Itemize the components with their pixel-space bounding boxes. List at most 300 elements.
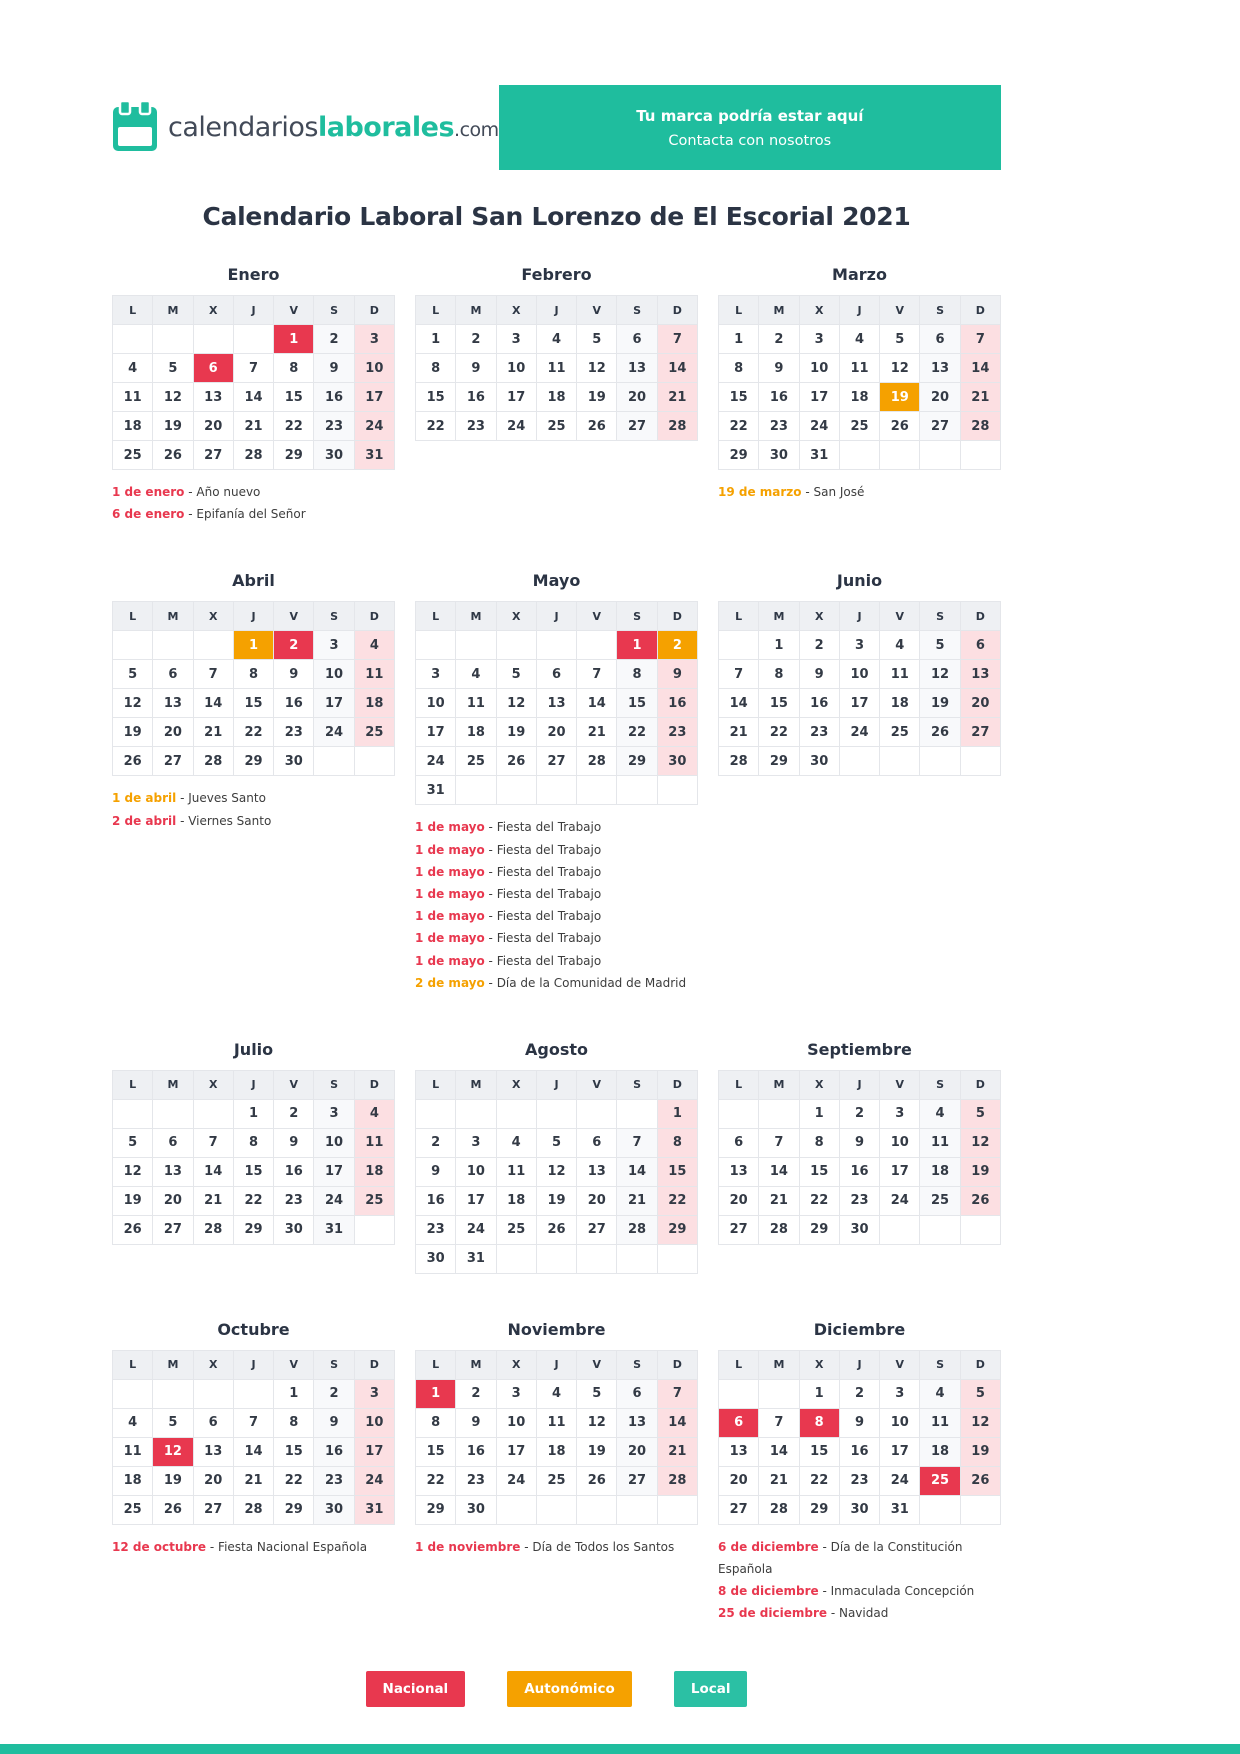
month-calendar xyxy=(718,1350,1001,1525)
day-cell xyxy=(617,776,657,805)
day-cell: 12 xyxy=(577,1408,617,1437)
day-cell xyxy=(880,441,920,470)
day-cell xyxy=(113,631,153,660)
month-mayo xyxy=(415,571,698,994)
holiday-note xyxy=(112,787,395,809)
day-cell: 9 xyxy=(314,354,354,383)
day-cell: 10 xyxy=(314,660,354,689)
weekday-header: S xyxy=(314,1350,354,1379)
day-cell: 16 xyxy=(416,1186,456,1215)
weekday-header: V xyxy=(880,1350,920,1379)
day-cell: 22 xyxy=(759,718,799,747)
day-cell: 31 xyxy=(456,1244,496,1273)
day-cell: 16 xyxy=(839,1437,879,1466)
day-cell: 22 xyxy=(799,1186,839,1215)
contact-link[interactable]: Contacta con nosotros xyxy=(668,132,832,149)
day-cell: 20 xyxy=(577,1186,617,1215)
month-septiembre xyxy=(718,1040,1001,1274)
day-cell: 22 xyxy=(657,1186,697,1215)
weekday-header: D xyxy=(354,296,394,325)
day-cell: 8 xyxy=(416,354,456,383)
day-cell xyxy=(880,1215,920,1244)
day-cell: 26 xyxy=(536,1215,576,1244)
day-cell xyxy=(617,1099,657,1128)
site-logo[interactable] xyxy=(112,85,499,170)
holiday-note-date: 1 de mayo xyxy=(415,820,485,835)
day-cell: 24 xyxy=(314,718,354,747)
weekday-header: L xyxy=(113,296,153,325)
holiday-note xyxy=(718,1602,1001,1624)
weekday-header: J xyxy=(233,602,273,631)
month-febrero xyxy=(415,265,698,525)
day-cell: 21 xyxy=(759,1466,799,1495)
day-cell: 15 xyxy=(274,383,314,412)
day-cell xyxy=(456,776,496,805)
day-cell: 10 xyxy=(496,354,536,383)
weekday-header: D xyxy=(354,602,394,631)
day-cell: 4 xyxy=(880,631,920,660)
day-cell: 18 xyxy=(536,1437,576,1466)
day-cell: 20 xyxy=(193,1466,233,1495)
day-cell: 10 xyxy=(496,1408,536,1437)
day-cell: 19 xyxy=(153,412,193,441)
day-cell: 9 xyxy=(759,354,799,383)
day-cell xyxy=(153,325,193,354)
day-cell xyxy=(960,1495,1000,1524)
month-title: Julio xyxy=(233,1039,274,1059)
holiday-note-label: - Fiesta del Trabajo xyxy=(484,820,602,835)
day-cell: 21 xyxy=(719,718,759,747)
day-cell: 27 xyxy=(617,412,657,441)
weekday-header: L xyxy=(416,1070,456,1099)
day-cell xyxy=(536,1495,576,1524)
weekday-header: X xyxy=(496,1070,536,1099)
day-cell: 29 xyxy=(274,1495,314,1524)
day-cell: 19 xyxy=(153,1466,193,1495)
day-cell: 21 xyxy=(233,1466,273,1495)
day-cell: 9 xyxy=(456,354,496,383)
day-cell: 19 xyxy=(577,1437,617,1466)
day-cell: 6 xyxy=(719,1128,759,1157)
day-cell: 26 xyxy=(577,412,617,441)
day-cell: 17 xyxy=(456,1186,496,1215)
weekday-header: V xyxy=(577,296,617,325)
day-cell xyxy=(759,1099,799,1128)
day-cell xyxy=(536,776,576,805)
holiday-note-date: 1 de abril xyxy=(112,791,177,806)
day-cell: 7 xyxy=(233,354,273,383)
holiday-note xyxy=(415,816,698,838)
day-cell: 2 xyxy=(839,1379,879,1408)
day-cell: 5 xyxy=(577,1379,617,1408)
month-calendar xyxy=(718,295,1001,470)
day-cell: 10 xyxy=(354,354,394,383)
weekday-header: S xyxy=(617,602,657,631)
weekday-header: X xyxy=(799,602,839,631)
day-cell: 17 xyxy=(496,383,536,412)
day-cell: 25 xyxy=(354,718,394,747)
day-cell: 16 xyxy=(456,1437,496,1466)
day-cell: 30 xyxy=(799,747,839,776)
day-cell: 25 xyxy=(880,718,920,747)
day-cell: 20 xyxy=(719,1186,759,1215)
weekday-header: L xyxy=(719,296,759,325)
day-cell: 23 xyxy=(416,1215,456,1244)
day-cell xyxy=(496,1099,536,1128)
day-cell xyxy=(839,441,879,470)
day-cell: 7 xyxy=(233,1408,273,1437)
day-cell: 16 xyxy=(274,1157,314,1186)
day-cell: 26 xyxy=(496,747,536,776)
day-cell: 4 xyxy=(920,1379,960,1408)
day-cell: 20 xyxy=(153,718,193,747)
weekday-header: M xyxy=(759,1070,799,1099)
weekday-header: S xyxy=(920,296,960,325)
holiday-note-label: - Epifanía del Señor xyxy=(184,507,306,522)
weekday-header: V xyxy=(880,296,920,325)
day-cell: 30 xyxy=(759,441,799,470)
day-cell: 29 xyxy=(617,747,657,776)
day-cell xyxy=(314,747,354,776)
day-cell xyxy=(193,325,233,354)
month-calendar xyxy=(415,601,698,805)
day-cell: 3 xyxy=(456,1128,496,1157)
day-cell: 8 xyxy=(233,660,273,689)
day-cell xyxy=(354,1215,394,1244)
month-calendar xyxy=(415,1350,698,1525)
day-cell: 20 xyxy=(719,1466,759,1495)
day-cell: 27 xyxy=(193,1495,233,1524)
holiday-note-date: 6 de diciembre xyxy=(718,1539,819,1554)
day-cell: 1 xyxy=(233,631,273,660)
day-cell: 5 xyxy=(960,1099,1000,1128)
weekday-header: J xyxy=(536,1070,576,1099)
day-cell: 27 xyxy=(153,1215,193,1244)
day-cell: 28 xyxy=(657,1466,697,1495)
weekday-header: L xyxy=(416,296,456,325)
day-cell xyxy=(880,747,920,776)
day-cell xyxy=(960,441,1000,470)
day-cell: 15 xyxy=(233,1157,273,1186)
day-cell: 11 xyxy=(113,383,153,412)
month-title: Septiembre xyxy=(807,1039,912,1059)
weekday-header: L xyxy=(113,1070,153,1099)
weekday-header: D xyxy=(657,296,697,325)
day-cell: 29 xyxy=(657,1215,697,1244)
legend-button-local[interactable]: Local xyxy=(674,1671,748,1707)
weekday-header: M xyxy=(153,1350,193,1379)
day-cell: 30 xyxy=(314,1495,354,1524)
day-cell: 21 xyxy=(193,718,233,747)
day-cell: 10 xyxy=(839,660,879,689)
holiday-note xyxy=(415,1536,698,1558)
day-cell: 6 xyxy=(617,325,657,354)
day-cell: 11 xyxy=(880,660,920,689)
day-cell: 26 xyxy=(153,441,193,470)
day-cell: 12 xyxy=(113,689,153,718)
weekday-header: S xyxy=(920,602,960,631)
day-cell: 7 xyxy=(657,1379,697,1408)
day-cell: 22 xyxy=(719,412,759,441)
day-cell xyxy=(920,747,960,776)
holiday-note xyxy=(718,1536,1001,1580)
day-cell: 25 xyxy=(354,1186,394,1215)
month-title: Junio xyxy=(836,571,883,591)
day-cell: 21 xyxy=(657,1437,697,1466)
day-cell: 8 xyxy=(799,1408,839,1437)
weekday-header: X xyxy=(799,1070,839,1099)
day-cell: 9 xyxy=(839,1408,879,1437)
day-cell: 24 xyxy=(456,1215,496,1244)
weekday-header: V xyxy=(274,1350,314,1379)
day-cell: 4 xyxy=(113,354,153,383)
day-cell: 26 xyxy=(880,412,920,441)
day-cell xyxy=(233,1379,273,1408)
day-cell: 23 xyxy=(456,1466,496,1495)
day-cell: 3 xyxy=(354,325,394,354)
day-cell: 19 xyxy=(536,1186,576,1215)
weekday-header: L xyxy=(719,1350,759,1379)
day-cell: 14 xyxy=(657,1408,697,1437)
day-cell: 8 xyxy=(233,1128,273,1157)
holiday-note-date: 6 de enero xyxy=(112,507,185,522)
day-cell: 28 xyxy=(577,747,617,776)
holiday-note xyxy=(415,927,698,949)
day-cell: 5 xyxy=(496,660,536,689)
day-cell: 11 xyxy=(839,354,879,383)
day-cell: 6 xyxy=(577,1128,617,1157)
day-cell: 23 xyxy=(274,1186,314,1215)
weekday-header: J xyxy=(839,296,879,325)
day-cell: 27 xyxy=(719,1495,759,1524)
legend-button-autonomico[interactable]: Autonómico xyxy=(507,1671,632,1707)
day-cell: 1 xyxy=(799,1099,839,1128)
day-cell: 14 xyxy=(759,1437,799,1466)
day-cell: 27 xyxy=(193,441,233,470)
day-cell: 17 xyxy=(880,1437,920,1466)
month-title: Mayo xyxy=(532,571,581,591)
month-junio xyxy=(718,571,1001,994)
holiday-note-date: 1 de mayo xyxy=(415,864,485,879)
day-cell: 31 xyxy=(416,776,456,805)
holiday-note xyxy=(112,1536,395,1558)
day-cell: 12 xyxy=(920,660,960,689)
month-calendar xyxy=(112,601,395,776)
day-cell: 13 xyxy=(617,1408,657,1437)
day-cell: 10 xyxy=(880,1408,920,1437)
day-cell: 23 xyxy=(456,412,496,441)
weekday-header: V xyxy=(880,602,920,631)
day-cell: 22 xyxy=(274,412,314,441)
day-cell: 25 xyxy=(920,1466,960,1495)
day-cell: 17 xyxy=(314,689,354,718)
day-cell: 28 xyxy=(719,747,759,776)
day-cell xyxy=(657,1244,697,1273)
month-agosto xyxy=(415,1040,698,1274)
month-diciembre xyxy=(718,1320,1001,1625)
day-cell: 23 xyxy=(799,718,839,747)
day-cell: 19 xyxy=(113,718,153,747)
day-cell: 18 xyxy=(354,1157,394,1186)
day-cell: 6 xyxy=(153,660,193,689)
day-cell xyxy=(960,747,1000,776)
day-cell: 8 xyxy=(274,354,314,383)
month-title: Febrero xyxy=(521,265,592,284)
day-cell: 27 xyxy=(960,718,1000,747)
day-cell xyxy=(233,325,273,354)
day-cell: 14 xyxy=(657,354,697,383)
day-cell: 1 xyxy=(759,631,799,660)
day-cell: 29 xyxy=(274,441,314,470)
day-cell: 21 xyxy=(657,383,697,412)
day-cell xyxy=(416,631,456,660)
day-cell: 24 xyxy=(880,1466,920,1495)
holiday-note xyxy=(415,883,698,905)
day-cell: 7 xyxy=(759,1128,799,1157)
day-cell: 24 xyxy=(799,412,839,441)
weekday-header: M xyxy=(759,296,799,325)
month-holiday-notes xyxy=(415,816,698,994)
holiday-note-label: - San José xyxy=(801,485,865,499)
months-grid xyxy=(112,265,1001,1625)
day-cell: 7 xyxy=(193,660,233,689)
month-title: Noviembre xyxy=(507,1319,606,1339)
day-cell: 9 xyxy=(274,660,314,689)
weekday-header: M xyxy=(456,1070,496,1099)
day-cell xyxy=(536,1244,576,1273)
day-cell: 28 xyxy=(960,412,1000,441)
day-cell: 6 xyxy=(193,354,233,383)
weekday-header: M xyxy=(456,296,496,325)
day-cell: 1 xyxy=(274,325,314,354)
day-cell: 7 xyxy=(657,325,697,354)
day-cell: 8 xyxy=(617,660,657,689)
month-julio xyxy=(112,1040,395,1274)
day-cell: 28 xyxy=(233,1495,273,1524)
day-cell: 5 xyxy=(536,1128,576,1157)
month-title: Marzo xyxy=(832,265,887,284)
logo-text-prefix: calendarios xyxy=(168,112,318,143)
day-cell: 9 xyxy=(314,1408,354,1437)
day-cell: 21 xyxy=(577,718,617,747)
day-cell: 31 xyxy=(314,1215,354,1244)
day-cell: 16 xyxy=(657,689,697,718)
day-cell: 13 xyxy=(153,689,193,718)
day-cell: 22 xyxy=(416,1466,456,1495)
day-cell: 13 xyxy=(577,1157,617,1186)
day-cell: 19 xyxy=(960,1157,1000,1186)
day-cell: 3 xyxy=(314,631,354,660)
month-title: Diciembre xyxy=(813,1319,906,1339)
day-cell: 1 xyxy=(617,631,657,660)
day-cell: 3 xyxy=(880,1379,920,1408)
day-cell: 3 xyxy=(314,1099,354,1128)
weekday-header: S xyxy=(920,1350,960,1379)
day-cell: 14 xyxy=(233,383,273,412)
day-cell: 22 xyxy=(799,1466,839,1495)
weekday-header: M xyxy=(456,1350,496,1379)
day-cell: 12 xyxy=(577,354,617,383)
day-cell: 25 xyxy=(496,1215,536,1244)
weekday-header: S xyxy=(617,296,657,325)
day-cell: 20 xyxy=(617,1437,657,1466)
day-cell xyxy=(719,631,759,660)
day-cell: 29 xyxy=(799,1215,839,1244)
day-cell: 11 xyxy=(920,1128,960,1157)
day-cell: 15 xyxy=(416,1437,456,1466)
weekday-header: L xyxy=(719,1070,759,1099)
holiday-note-date: 19 de marzo xyxy=(718,485,802,499)
day-cell: 30 xyxy=(456,1495,496,1524)
month-holiday-notes xyxy=(718,1536,1001,1625)
day-cell: 19 xyxy=(880,383,920,412)
day-cell: 2 xyxy=(839,1099,879,1128)
holiday-note-label: - Fiesta del Trabajo xyxy=(484,864,602,879)
day-cell xyxy=(416,1099,456,1128)
day-cell: 16 xyxy=(759,383,799,412)
weekday-header: L xyxy=(416,1350,456,1379)
day-cell: 27 xyxy=(153,747,193,776)
day-cell xyxy=(153,1099,193,1128)
day-cell: 16 xyxy=(799,689,839,718)
weekday-header: X xyxy=(193,1070,233,1099)
day-cell: 12 xyxy=(960,1408,1000,1437)
day-cell: 30 xyxy=(314,441,354,470)
weekday-header: J xyxy=(536,602,576,631)
day-cell xyxy=(496,1495,536,1524)
day-cell: 29 xyxy=(759,747,799,776)
day-cell: 9 xyxy=(839,1128,879,1157)
day-cell: 14 xyxy=(193,689,233,718)
day-cell: 14 xyxy=(617,1157,657,1186)
day-cell: 18 xyxy=(113,412,153,441)
day-cell: 23 xyxy=(314,412,354,441)
month-holiday-notes xyxy=(112,787,395,831)
day-cell: 3 xyxy=(496,1379,536,1408)
day-cell: 15 xyxy=(416,383,456,412)
weekday-header: L xyxy=(719,602,759,631)
day-cell: 12 xyxy=(113,1157,153,1186)
day-cell xyxy=(577,776,617,805)
day-cell: 22 xyxy=(617,718,657,747)
day-cell: 5 xyxy=(153,1408,193,1437)
day-cell: 13 xyxy=(536,689,576,718)
day-cell xyxy=(456,631,496,660)
day-cell: 21 xyxy=(193,1186,233,1215)
day-cell: 12 xyxy=(880,354,920,383)
holiday-note-label: - Fiesta del Trabajo xyxy=(484,953,602,968)
month-calendar xyxy=(718,1070,1001,1245)
day-cell: 5 xyxy=(113,660,153,689)
month-calendar xyxy=(112,295,395,470)
day-cell: 8 xyxy=(759,660,799,689)
legend-button-nacional[interactable]: Nacional xyxy=(366,1671,466,1707)
month-octubre xyxy=(112,1320,395,1625)
day-cell: 9 xyxy=(416,1157,456,1186)
day-cell: 5 xyxy=(960,1379,1000,1408)
day-cell: 17 xyxy=(880,1157,920,1186)
weekday-header: S xyxy=(314,602,354,631)
weekday-header: L xyxy=(113,1350,153,1379)
day-cell xyxy=(153,1379,193,1408)
day-cell xyxy=(456,1099,496,1128)
weekday-header: D xyxy=(657,1350,697,1379)
day-cell: 10 xyxy=(880,1128,920,1157)
day-cell: 13 xyxy=(960,660,1000,689)
day-cell xyxy=(536,1099,576,1128)
day-cell xyxy=(113,325,153,354)
day-cell: 28 xyxy=(233,441,273,470)
